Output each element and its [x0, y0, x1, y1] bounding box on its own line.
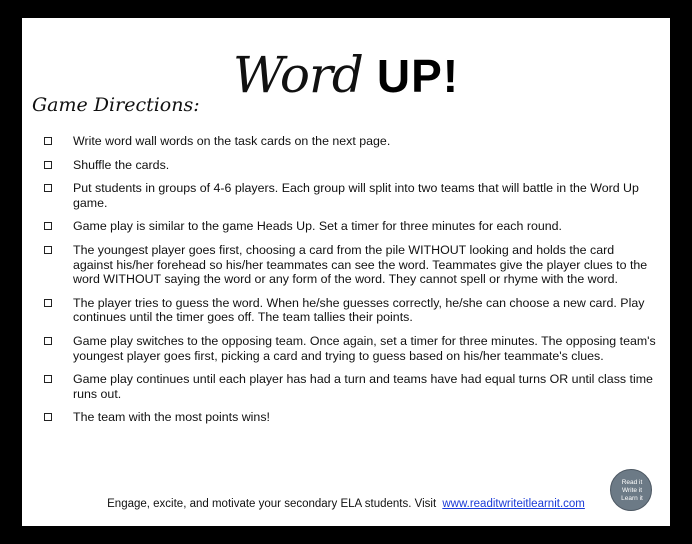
title-bold-up: UP!	[376, 50, 460, 102]
list-item	[44, 134, 656, 149]
checkbox-bullet-icon	[44, 222, 52, 230]
footer	[22, 498, 670, 510]
logo-line-2: Write it	[621, 487, 643, 494]
list-item	[44, 158, 656, 173]
logo-line-1: Read it	[621, 479, 643, 486]
list-item	[44, 243, 656, 287]
game-directions-heading: Game Directions:	[32, 94, 200, 116]
checkbox-bullet-icon	[44, 299, 52, 307]
list-item-text: The youngest player goes first, choosing a card from the pile WITHOUT looking and holds the card against his/her forehead so his/her teammates can see the word. Teammates give the player clues to the word WITHOUT saying the word or any form of the word. They cannot spell or rhyme with the word.	[73, 242, 648, 287]
logo-line-3: Learn it	[621, 495, 643, 502]
checkbox-bullet-icon	[44, 161, 52, 169]
list-item	[44, 372, 656, 401]
list-item-text: Put students in groups of 4-6 players. Each group will split into two teams that will battle in the Word Up game.	[73, 181, 639, 210]
list-item	[44, 410, 656, 425]
list-item-text: Game play is similar to the game Heads Up. Set a timer for three minutes for each round.	[73, 219, 562, 234]
list-item	[44, 296, 656, 325]
checkbox-bullet-icon	[44, 413, 52, 421]
footer-text: Engage, excite, and motivate your secondary ELA students. Visit	[107, 498, 437, 510]
directions-list	[44, 134, 656, 434]
list-item-text: Game play continues until each player has had a turn and teams have had equal turns OR until class time runs out.	[73, 372, 653, 401]
list-item-text: The player tries to guess the word. When he/she guesses correctly, he/she can choose a new card. Play continues until the timer goes off. The team tallies their points.	[73, 295, 645, 325]
list-item-text: Game play switches to the opposing team. Once again, set a timer for three minutes. The opposing team's youngest player goes first, picking a card and trying to guess based on his/her teammate's clues.	[73, 333, 656, 363]
list-item	[44, 334, 656, 363]
list-item-text: The team with the most points wins!	[73, 410, 270, 425]
title-script-word: Word	[232, 46, 363, 104]
checkbox-bullet-icon	[44, 184, 52, 192]
checkbox-bullet-icon	[44, 246, 52, 254]
list-item-text: Write word wall words on the task cards on the next page.	[73, 134, 391, 148]
footer-website-link[interactable]: www.readitwriteitlearnit.com	[442, 498, 585, 510]
checkbox-bullet-icon	[44, 375, 52, 383]
checkbox-bullet-icon	[44, 137, 52, 145]
list-item	[44, 181, 656, 210]
document-page	[22, 18, 670, 526]
list-item	[44, 219, 656, 234]
checkbox-bullet-icon	[44, 337, 52, 345]
list-item-text: Shuffle the cards.	[73, 157, 170, 172]
